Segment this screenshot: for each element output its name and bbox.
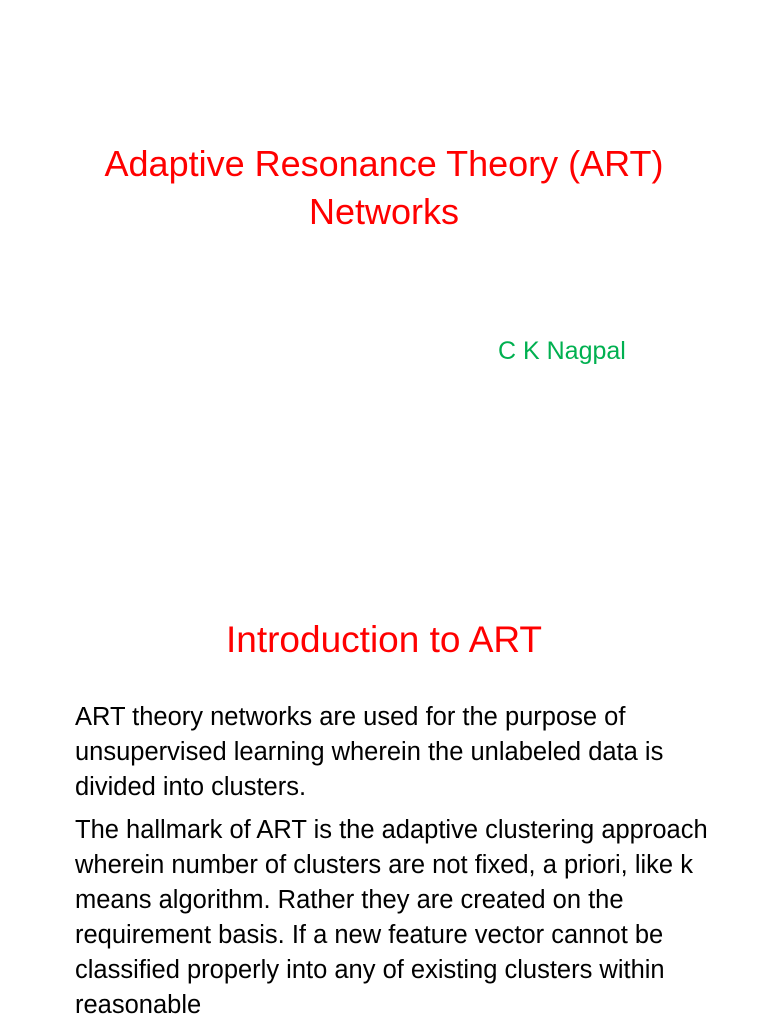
body-paragraph: ART theory networks are used for the purpose of unsupervised learning wherein the unlabeled data is divided into clusters. xyxy=(75,703,664,801)
slide-title: Adaptive Resonance Theory (ART) Networks xyxy=(104,143,664,232)
intro-title: Introduction to ART xyxy=(225,619,543,660)
body-paragraph: The hallmark of ART is the adaptive clustering approach wherein number of clusters are not fixed, a priori, like k means algorithm. Rather they are created on the requirement basis. If a new feature vector cannot be classified properly into any of existing clusters within reasonable xyxy=(75,816,708,1019)
author-name: C K Nagpal xyxy=(498,337,626,365)
intro-body xyxy=(75,700,735,1024)
intro-slide xyxy=(0,576,768,1024)
